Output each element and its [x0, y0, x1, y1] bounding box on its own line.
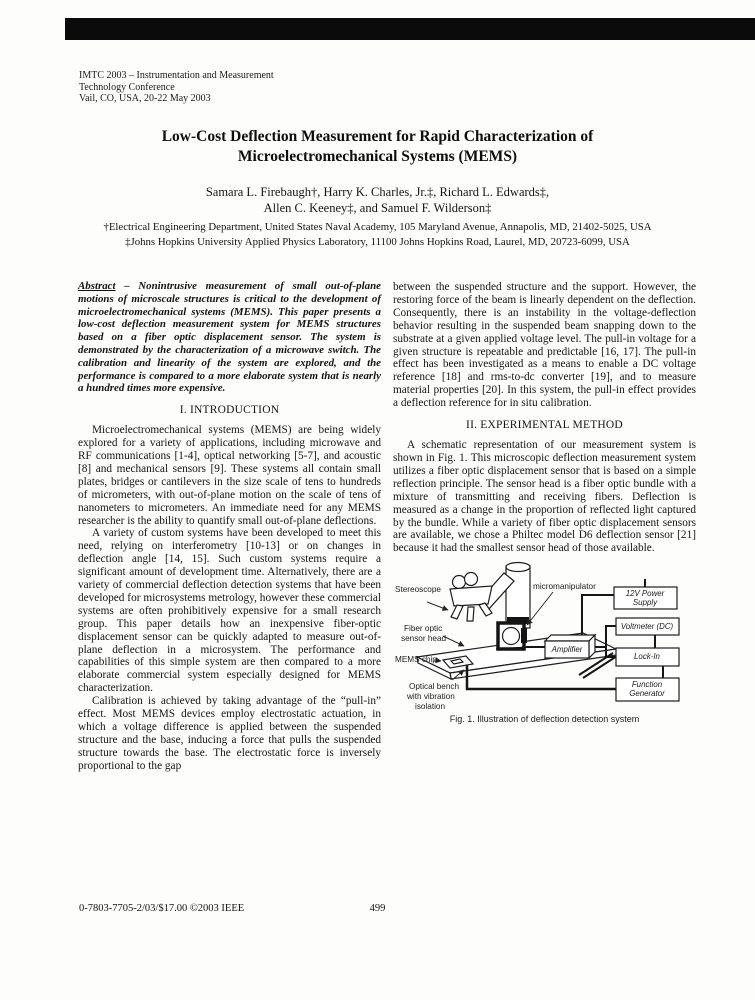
micromanipulator-label: micromanipulator — [533, 582, 596, 592]
section-heading-introduction: I. INTRODUCTION — [179, 404, 280, 417]
left-column — [78, 280, 381, 773]
optical-bench-label: isolation — [415, 702, 446, 712]
amplifier-box — [545, 635, 595, 658]
lock-in-box — [616, 648, 679, 666]
copyright-notice: 0-7803-7705-2/03/$17.00 ©2003 IEEE — [79, 903, 245, 914]
function-generator-label: Function — [631, 680, 663, 690]
conference-header — [79, 70, 274, 105]
affiliations — [0, 220, 755, 250]
author-line2: Allen C. Keeney‡, and Samuel F. Wilderson‡ — [263, 200, 492, 215]
intro-paragraph-3-continued: between the suspended structure and the support. However, the restoring force of the beam is linearly dependent on the deflection. Consequently, there is an instability in the voltage-deflection behavior resulting in the suspended beam snapping down to the substrate at a given applied voltage level. The pull-in voltage for a given structure is repeatable and predictable [16, 17]. The pull-in effect has been investigated as a means to enable a DC voltage reference [18] and rms-to-dc converter [19], and to measure material properties [20]. In this system, the pull-in effect provides a deflection reference for in situ calibration. — [393, 281, 696, 410]
scan-artifact-bar — [65, 18, 755, 40]
lock-in-label: Lock-In — [634, 652, 660, 662]
stereoscope-arrow — [427, 602, 448, 610]
paper-title-line2: Microelectromechanical Systems (MEMS) — [237, 148, 518, 165]
micromanipulator-arrow — [527, 592, 553, 625]
paper-title-line1: Low-Cost Deflection Measurement for Rapid Characterization of — [161, 128, 594, 145]
conference-header-line: Technology Conference — [79, 81, 175, 93]
intro-paragraph-3: Calibration is achieved by taking advantage of the “pull-in” effect. Most MEMS devices employ electrostatic actuation, in which a voltage difference is applied between the suspended structure and the base, inducing a force that pulls the suspended structure towards the base. The electrostatic force is inversely proportional to the gap — [78, 695, 381, 772]
intro-paragraph-2: A variety of custom systems have been developed to meet this need, relying on interferometry [10-13] or on changes in deflection angle [14, 15]. Such custom systems require a significant amount of development time. Alternatively, there are a variety of commercial deflection detection systems that have been developed for microsystems metrology, however these commercial systems are often prohibitively expensive for a small research group. This paper details how an inexpensive fiber-optic displacement sensor can be quickly adapted to measure out-of-plane deflection in a microsystem. The performance and capabilities of this simple system are then compared to a more elaborate commercial system especially designed for MEMS characterization. — [78, 527, 381, 695]
conference-header-line: IMTC 2003 – Instrumentation and Measurement — [79, 70, 274, 81]
optical-bench-label: with vibration — [407, 692, 455, 702]
fiber-optic-label: Fiber optic — [404, 624, 443, 634]
amplifier-label: Amplifier — [551, 645, 583, 655]
intro-paragraph-1: Microelectromechanical systems (MEMS) are being widely explored for a variety of applications, including microwave and RF communications [1-4], optical networking [5-7], and acoustic [8] and mechanical sensors [9]. These systems all contain small plates, bridges or cantilevers in the size scale of tens to hundreds of micrometers, with out-of-plane motion on the scale of tens of nanometers to micrometers. An immediate need for any MEMS researcher is the ability to quantify small out-of-plane deflections. — [78, 424, 381, 527]
page-number: 499 — [369, 903, 386, 914]
abstract-text: – Nonintrusive measurement of small out-of-plane motions of microscale structures is critical to the development of microelectromechanical systems (MEMS). This paper presents a low-cost deflection measurement system for MEMS structures based on a fiber optic displacement sensor. The system is demonstrated by the characterization of a microwave switch. The calibration and linearity of the system are explored, and the performance is compared to a more elaborate system that is nearly a hundred times more expensive. — [78, 280, 381, 395]
function-generator-box — [616, 678, 679, 701]
power-supply-wire — [582, 595, 614, 637]
voltmeter-label: Voltmeter (DC) — [620, 622, 674, 632]
fiber-optic-arrow — [443, 636, 464, 646]
abstract — [78, 280, 381, 395]
paper-title — [0, 127, 755, 167]
deflection-system-diagram — [393, 561, 696, 713]
author-line1: Samara L. Firebaugh†, Harry K. Charles, Jr.‡, Richard L. Edwards‡, — [205, 185, 550, 199]
method-paragraph-1: A schematic representation of our measurement system is shown in Fig. 1. This microscopic deflection measurement system utilizes a fiber optic displacement sensor that is based on a simple reflection principle. The sensor head is a fiber optic bundle with a mixture of transmitting and receiving fibers. Deflection is measured as a change in the proportion of reflected light captured by the bundle. While a variety of fiber optic displacement sensors are available, we chose a Philtec model D6 deflection sensor [21] because it had the smallest sensor head of those available. — [393, 439, 696, 555]
author-list — [0, 185, 755, 216]
fiber-optic-label: sensor head — [401, 634, 447, 644]
stereoscope-label: Stereoscope — [395, 585, 441, 595]
power-supply-label: 12V Power — [625, 589, 665, 599]
function-generator-label: Generator — [629, 689, 665, 699]
sensor-head-drawing — [496, 617, 529, 649]
affiliation-1: †Electrical Engineering Department, United States Naval Academy, 105 Maryland Avenue, Annapolis, MD, 21402-5025, USA — [103, 221, 652, 233]
affiliation-2: ‡Johns Hopkins University Applied Physics Laboratory, 11100 Johns Hopkins Road, Laurel, MD, 20723-6099, USA — [125, 236, 630, 248]
power-supply-box — [614, 587, 677, 609]
conference-header-line: Vail, CO, USA, 20-22 May 2003 — [79, 93, 211, 104]
section-heading-method: II. EXPERIMENTAL METHOD — [466, 419, 623, 432]
optical-bench-label: Optical bench — [409, 682, 460, 692]
mems-chip-label: MEMS chip — [395, 655, 437, 665]
voltmeter-box — [616, 618, 679, 635]
stereoscope-drawing — [450, 573, 492, 622]
abstract-label: Abstract — [78, 280, 116, 292]
figure-1 — [393, 561, 696, 724]
power-supply-label: Supply — [632, 598, 658, 608]
right-column — [393, 281, 696, 724]
figure-caption: Fig. 1. Illustration of deflection detection system — [449, 714, 640, 725]
